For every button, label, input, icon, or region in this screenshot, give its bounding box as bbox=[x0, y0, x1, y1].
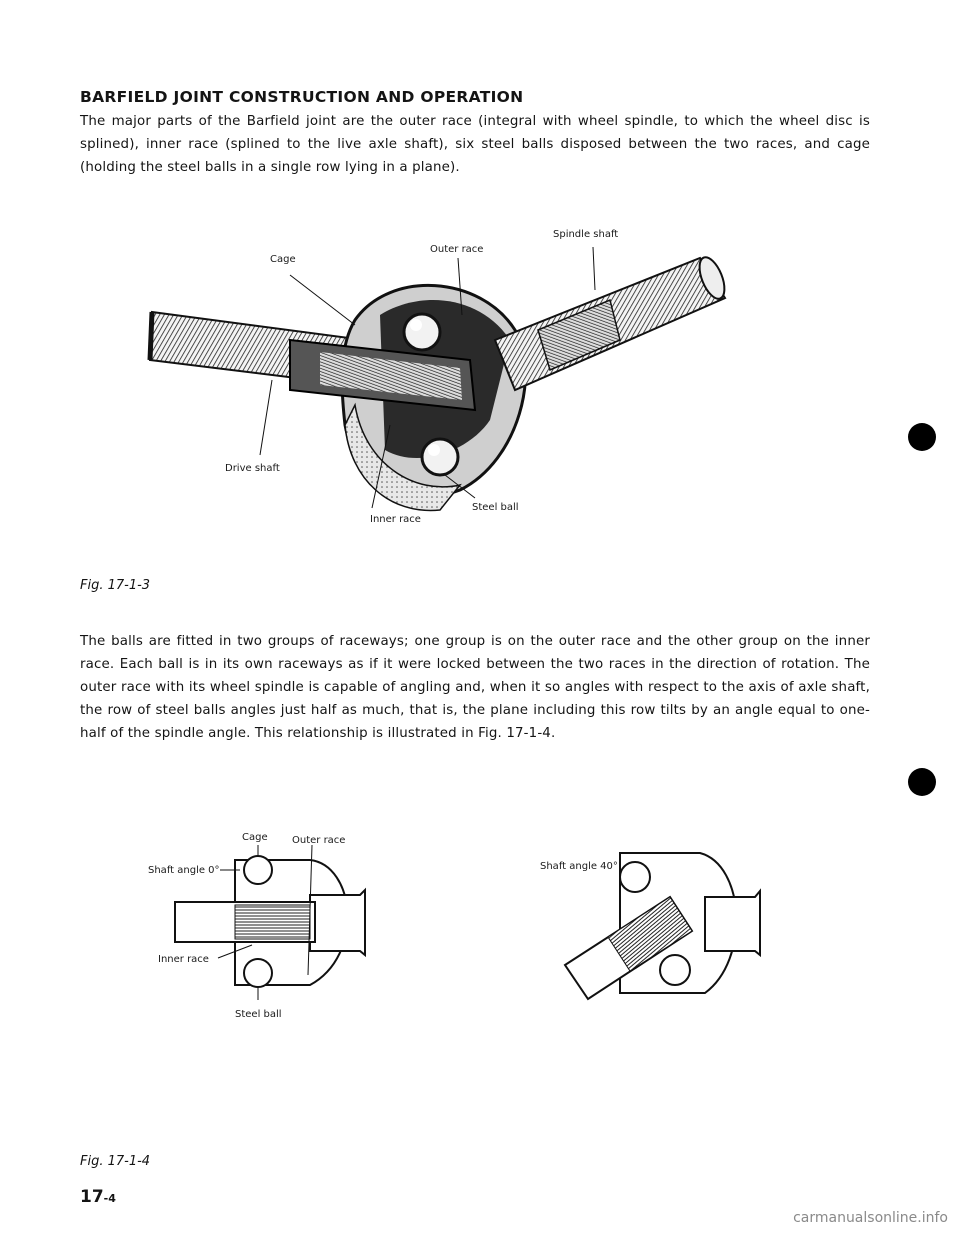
figure-caption-1: Fig. 17-1-3 bbox=[80, 578, 151, 593]
binder-hole-mark bbox=[908, 423, 936, 451]
binder-hole-mark bbox=[908, 768, 936, 796]
label-fig2-outer-race: Outer race bbox=[292, 835, 346, 846]
page-number-suffix: -4 bbox=[103, 1192, 116, 1205]
barfield-joint-cutaway-illustration bbox=[140, 220, 740, 530]
label-fig2-inner-race: Inner race bbox=[158, 954, 209, 965]
body-paragraph: The balls are fitted in two groups of raceways; one group is on the outer race and the other group on the inner race. Each ball is in its own raceways as if it were locked between the two races in the direction of rotation. The outer race with its wheel spindle is capable of angling and, when it so angles with respect to the axis of axle shaft, the row of steel balls angles just half as much, that is, the plane including this row tilts by an angle equal to one-half of the spindle angle. This relationship is illustrated in Fig. 17-1-4. bbox=[80, 634, 870, 741]
section-heading: BARFIELD JOINT CONSTRUCTION AND OPERATION bbox=[80, 88, 524, 106]
label-cage: Cage bbox=[270, 254, 296, 265]
label-outer-race: Outer race bbox=[430, 244, 484, 255]
intro-paragraph: The major parts of the Barfield joint are the outer race (integral with wheel spindle, to which the wheel disc is splined), inner race (splined to the live axle shaft), six steel balls disposed between the two races, and cage (holding the steel balls in a single row lying in a plane). bbox=[80, 114, 870, 175]
diagram-shaft-angle-40 bbox=[540, 853, 760, 999]
label-spindle-shaft: Spindle shaft bbox=[553, 229, 619, 240]
shaft-angle-diagram bbox=[140, 825, 780, 1025]
diagram-shaft-angle-0 bbox=[148, 832, 365, 1020]
label-fig2-steel-ball: Steel ball bbox=[235, 1009, 282, 1020]
label-steel-ball: Steel ball bbox=[472, 502, 519, 513]
figure-caption-2: Fig. 17-1-4 bbox=[80, 1154, 151, 1169]
page-number-main: 17 bbox=[80, 1187, 104, 1207]
label-drive-shaft: Drive shaft bbox=[225, 463, 280, 474]
watermark: carmanualsonline.info bbox=[793, 1210, 948, 1226]
page-number bbox=[80, 1187, 116, 1207]
label-inner-race: Inner race bbox=[370, 514, 421, 525]
label-shaft-angle-40: Shaft angle 40° bbox=[540, 861, 618, 872]
label-shaft-angle-0: Shaft angle 0° bbox=[148, 865, 220, 876]
label-fig2-cage: Cage bbox=[242, 832, 268, 843]
